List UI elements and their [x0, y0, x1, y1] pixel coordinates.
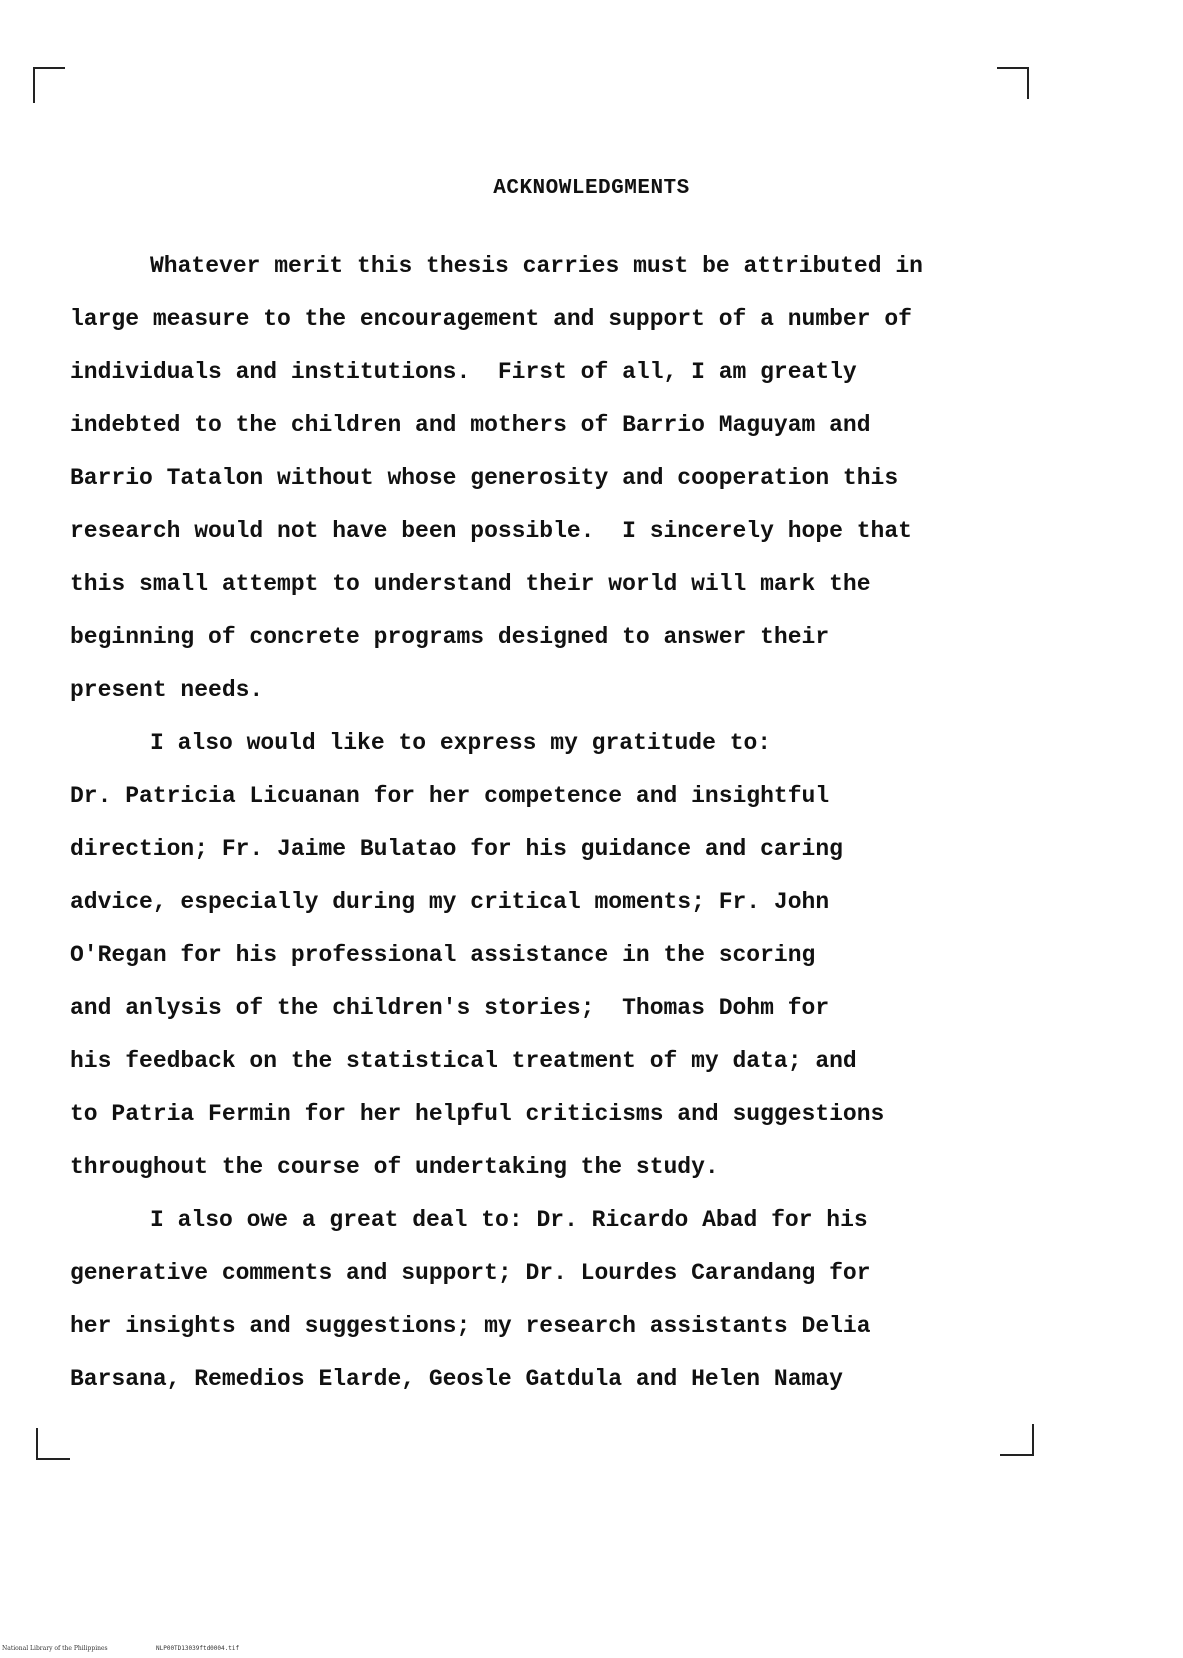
text-line: individuals and institutions. First of all, I am greatly [70, 359, 857, 385]
text-line: advice, especially during my critical moments; Fr. John [70, 889, 830, 915]
footer-source: National Library of the Philippines [2, 1645, 108, 1652]
footer-filename: NLP00TD13039ftd0004.tif [156, 1645, 240, 1652]
text-line: generative comments and support; Dr. Lourdes Carandang for [70, 1260, 871, 1286]
crop-mark-bottom-right [1000, 1424, 1034, 1456]
text-line: Barrio Tatalon without whose generosity and cooperation this [70, 465, 899, 491]
text-line: Barsana, Remedios Elarde, Geosle Gatdula and Helen Namay [70, 1366, 843, 1392]
text-line: Whatever merit this thesis carries must be attributed in [150, 253, 923, 279]
text-line: I also owe a great deal to: Dr. Ricardo Abad for his [150, 1207, 868, 1233]
text-line: throughout the course of undertaking the study. [70, 1154, 719, 1180]
text-line: his feedback on the statistical treatment of my data; and [70, 1048, 857, 1074]
text-line: O'Regan for his professional assistance in the scoring [70, 942, 816, 968]
text-line: indebted to the children and mothers of Barrio Maguyam and [70, 412, 871, 438]
text-line: Dr. Patricia Licuanan for her competence and insightful [70, 783, 830, 809]
text-line: to Patria Fermin for her helpful criticisms and suggestions [70, 1101, 885, 1127]
text-line: research would not have been possible. I sincerely hope that [70, 518, 912, 544]
text-line: I also would like to express my gratitude to: [150, 730, 772, 756]
crop-mark-top-right [997, 67, 1029, 99]
acknowledgments-body [70, 240, 1030, 1406]
text-line: her insights and suggestions; my research assistants Delia [70, 1313, 871, 1339]
crop-mark-top-left [33, 67, 65, 103]
text-line: beginning of concrete programs designed to answer their [70, 624, 830, 650]
text-line: and anlysis of the children's stories; Thomas Dohm for [70, 995, 830, 1021]
text-line: this small attempt to understand their world will mark the [70, 571, 871, 597]
text-line: direction; Fr. Jaime Bulatao for his guidance and caring [70, 836, 843, 862]
text-line: present needs. [70, 677, 264, 703]
crop-mark-bottom-left [36, 1428, 70, 1460]
page-title: ACKNOWLEDGMENTS [493, 177, 690, 200]
text-line: large measure to the encouragement and support of a number of [70, 306, 912, 332]
